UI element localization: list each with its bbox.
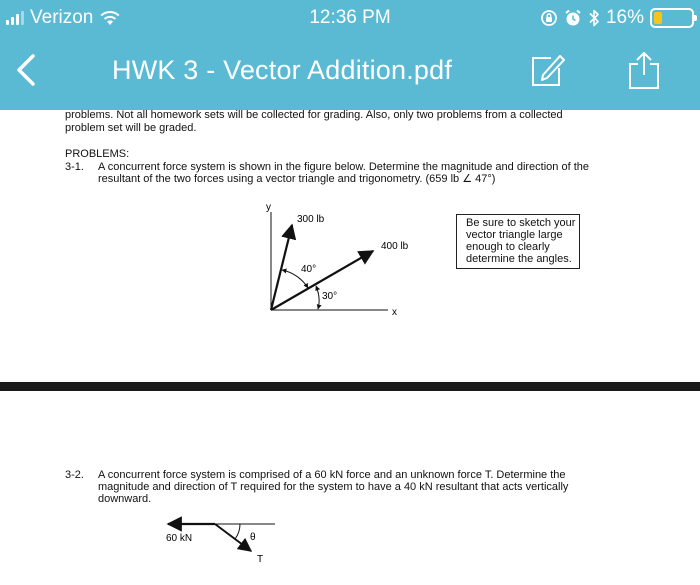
force-t-arrow — [215, 524, 251, 551]
theta-arc — [235, 524, 240, 539]
angle-40-label: 40° — [301, 264, 317, 275]
document-title: HWK 3 - Vector Addition.pdf — [112, 55, 453, 85]
markup-button[interactable] — [528, 50, 568, 90]
force-t-label: T — [257, 554, 264, 565]
theta-label: θ — [250, 532, 256, 543]
problem-1-line-2: resultant of the two forces using a vector triangle and trigonometry. (659 lb ∠ 47°) — [98, 173, 496, 185]
problem-2-figure — [0, 391, 700, 585]
pdf-page-2[interactable] — [0, 391, 700, 585]
x-axis-label: x — [392, 307, 397, 318]
angle-30-label: 30° — [322, 291, 338, 302]
share-icon — [627, 50, 661, 90]
chevron-left-icon — [14, 53, 38, 87]
problem-2-line-2: magnitude and direction of T required for the system to have a 40 kN resultant that acts vertically — [98, 481, 569, 493]
bluetooth-icon — [588, 8, 600, 28]
problem-1-figure — [0, 110, 700, 382]
orientation-lock-icon — [540, 9, 558, 27]
problem-1-number: 3-1. — [65, 161, 84, 173]
force-60kn-label: 60 kN — [166, 533, 193, 544]
problem-2-number: 3-2. — [65, 469, 84, 481]
problem-1-line-1: A concurrent force system is shown in the figure below. Determine the magnitude and direction of the — [98, 161, 589, 173]
intro-line-2: problem set will be graded. — [65, 122, 197, 134]
battery-icon — [650, 8, 694, 28]
back-button[interactable] — [10, 50, 42, 90]
problem-2-line-1: A concurrent force system is comprised of a 60 kN force and an unknown force T. Determine the — [98, 469, 566, 481]
sketch-note-box — [456, 214, 580, 269]
force-300-label: 300 lb — [297, 214, 325, 225]
force-300-arrow — [271, 225, 292, 310]
battery-percent: 16% — [605, 7, 644, 28]
status-time: 12:36 PM — [309, 7, 391, 28]
alarm-icon — [564, 9, 582, 27]
pencil-square-icon — [529, 52, 567, 88]
wifi-icon — [99, 10, 121, 26]
sketch-note-text: Be sure to sketch your vector triangle large enough to clearly determine the angles. — [466, 217, 576, 265]
pdf-page-1[interactable] — [0, 110, 700, 382]
share-button[interactable] — [624, 48, 664, 92]
signal-icon — [6, 11, 24, 25]
angle-30-arc — [316, 286, 319, 309]
intro-line-1: problems. Not all homework sets will be collected for grading. Also, only two problems from a collected — [65, 110, 563, 121]
page-separator — [0, 382, 700, 391]
carrier-name: Verizon — [30, 7, 94, 28]
carrier-indicator — [6, 6, 121, 30]
problems-heading: PROBLEMS: — [65, 148, 130, 160]
y-axis-label: y — [266, 202, 271, 213]
force-400-label: 400 lb — [381, 241, 409, 252]
problem-2-line-3: downward. — [98, 493, 152, 505]
status-icons — [540, 6, 694, 30]
app-header — [0, 0, 700, 110]
